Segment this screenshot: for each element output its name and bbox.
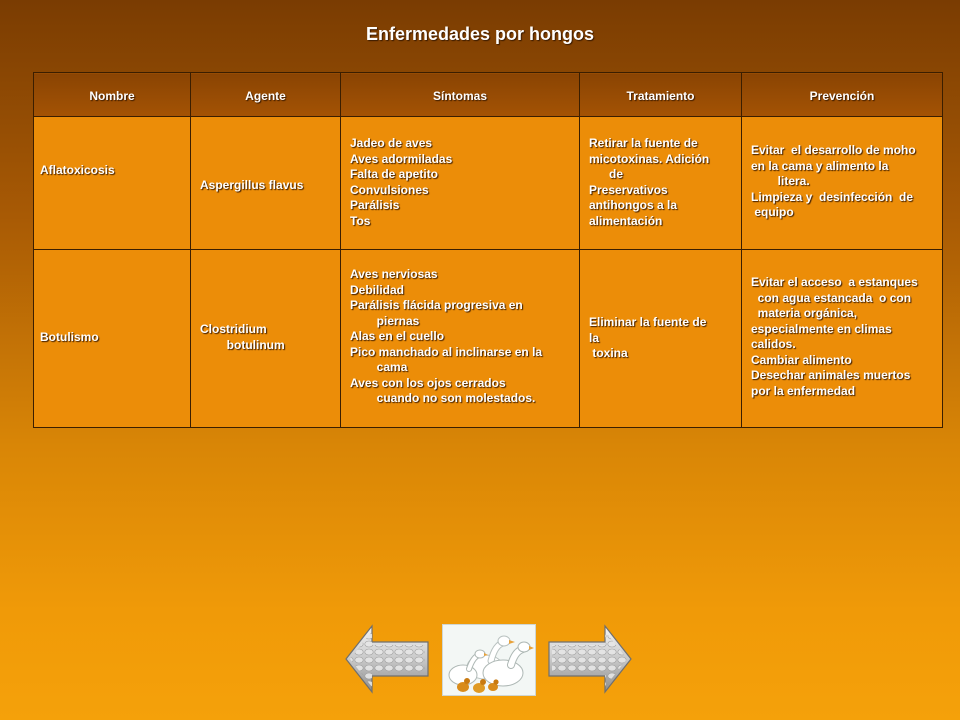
cell-agente	[191, 250, 341, 428]
disease-name: Aflatoxicosis	[40, 163, 115, 177]
disease-name: Botulismo	[40, 329, 99, 344]
symptom-line: Pico manchado al inclinarse en la	[350, 344, 543, 359]
cell-prevencion	[742, 250, 943, 428]
cell-sintomas	[341, 250, 580, 428]
symptom-line: Aves adormiladas	[350, 151, 453, 166]
cell-tratamiento	[580, 250, 742, 428]
prevention-line: materia orgánica,	[751, 306, 858, 320]
cell-sintomas	[341, 117, 580, 250]
symptom-line: Aves nerviosas	[350, 267, 438, 281]
prevention-line: Evitar el desarrollo de moho	[751, 143, 916, 157]
treatment-line: antihongos a la	[589, 198, 678, 212]
treatment-line: Preservativos	[589, 182, 668, 197]
prevention-line: por la enfermedad	[751, 383, 856, 398]
arrow-left-icon[interactable]	[344, 624, 430, 694]
cell-nombre	[34, 250, 191, 428]
symptom-line: Parálisis	[350, 198, 400, 212]
header-sintomas: Síntomas	[341, 73, 580, 117]
treatment-line: de	[589, 167, 624, 181]
prevention-line: litera.	[751, 174, 810, 188]
symptom-line: Aves con los ojos cerrados	[350, 375, 506, 390]
page-title: Enfermedades por hongos	[365, 24, 595, 44]
prevention-line: Cambiar alimento	[751, 352, 852, 367]
agent-line: Clostridium	[200, 322, 267, 336]
agent-line: botulinum	[200, 337, 285, 352]
cell-prevencion	[742, 117, 943, 250]
symptom-line: piernas	[350, 313, 420, 328]
treatment-line: micotoxinas. Adición	[589, 151, 710, 166]
cell-nombre	[34, 117, 191, 250]
prevention-line: Limpieza y desinfección de	[751, 189, 914, 204]
symptom-line: Parálisis flácida progresiva en	[350, 298, 523, 312]
symptom-line: Falta de apetito	[350, 167, 439, 181]
ducks-picture	[442, 624, 536, 696]
table-header-row	[34, 73, 943, 117]
cell-tratamiento	[580, 117, 742, 250]
treatment-line: la	[589, 330, 600, 345]
diseases-table	[33, 72, 943, 428]
header-prevencion: Prevención	[742, 73, 943, 117]
prevention-line: Evitar el acceso a estanques	[751, 275, 918, 289]
symptom-line: Jadeo de aves	[350, 136, 433, 150]
symptom-line: Convulsiones	[350, 182, 429, 197]
treatment-line: Retirar la fuente de	[589, 136, 698, 150]
header-nombre: Nombre	[34, 73, 191, 117]
prevention-line: equipo	[751, 205, 794, 219]
prevention-line: en la cama y alimento la	[751, 158, 889, 173]
symptom-line: cama	[350, 360, 408, 374]
table-row	[34, 117, 943, 250]
prevention-line: especialmente en climas	[751, 321, 892, 336]
prevention-line: con agua estancada o con	[751, 290, 912, 305]
prevention-line: Desechar animales muertos	[751, 368, 911, 382]
arrow-right-icon[interactable]	[547, 624, 633, 694]
table-row	[34, 250, 943, 428]
header-tratamiento: Tratamiento	[580, 73, 742, 117]
prevention-line: calidos.	[751, 337, 796, 351]
ducks-illustration	[443, 625, 535, 695]
agent-line: Aspergillus flavus	[200, 178, 304, 192]
symptom-line: Alas en el cuello	[350, 329, 445, 343]
treatment-line: toxina	[589, 346, 628, 360]
cell-agente	[191, 117, 341, 250]
treatment-line: Eliminar la fuente de	[589, 315, 707, 329]
treatment-line: alimentación	[589, 213, 663, 228]
header-agente: Agente	[191, 73, 341, 117]
symptom-line: Tos	[350, 213, 371, 228]
symptom-line: Debilidad	[350, 282, 405, 297]
symptom-line: cuando no son molestados.	[350, 391, 536, 405]
